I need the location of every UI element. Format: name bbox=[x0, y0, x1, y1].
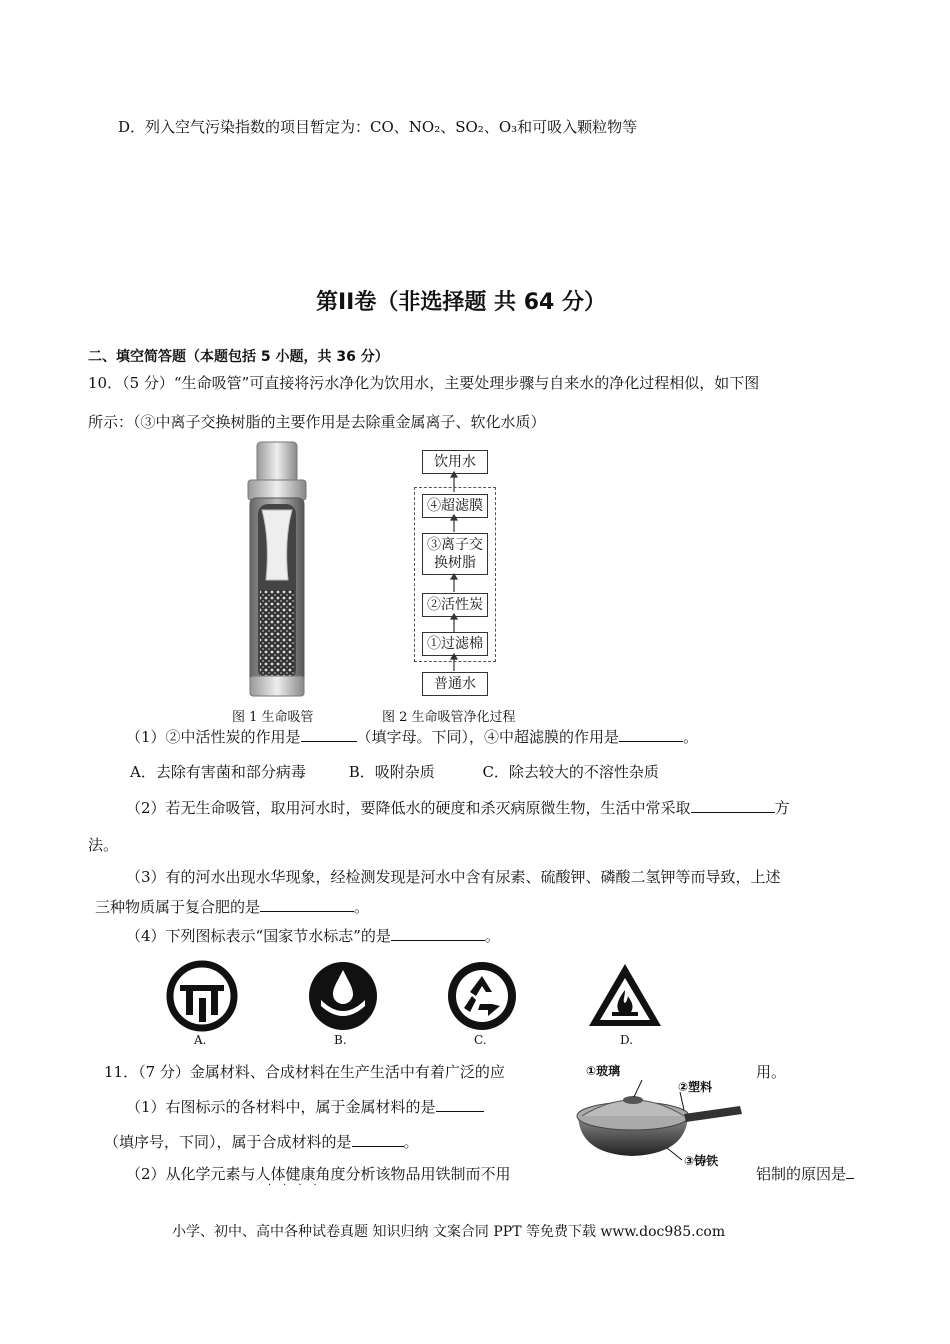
q10-line1: 10．（5 分）“生命吸管”可直接将污水净化为饮用水，主要处理步骤与自来水的净化过程相似，如下图 bbox=[88, 374, 760, 392]
q10-sub3-line2 bbox=[95, 896, 369, 917]
q10-sub2-text-b: 方 bbox=[774, 799, 790, 817]
q11-sub2-blank[interactable] bbox=[846, 1164, 854, 1179]
q10-sub3-text-b: 。 bbox=[354, 898, 370, 916]
pan-label-glass: ①玻璃 bbox=[586, 1064, 621, 1078]
q11-line1b: 用。 bbox=[756, 1063, 787, 1081]
q10-sub3-text-a: 三种物质属于复合肥的是 bbox=[95, 898, 261, 916]
icon-c-recycle bbox=[446, 960, 518, 1032]
q10-sub1 bbox=[126, 726, 698, 747]
q11-sub1-blank2[interactable] bbox=[352, 1132, 404, 1147]
q10-sub1-text-c: 。 bbox=[683, 728, 699, 746]
flow-ordinary-water: 普通水 bbox=[422, 672, 488, 696]
icon-a-symbol bbox=[166, 960, 238, 1032]
q10-options: A．去除有害菌和部分病毒 B．吸附杂质 C．除去较大的不溶性杂质 bbox=[130, 763, 659, 781]
flow-step3-line2: 换树脂 bbox=[434, 555, 476, 571]
q11-line1a: 11．（7 分）金属材料、合成材料在生产生活中有着广泛的应 bbox=[104, 1063, 505, 1081]
flow-step4: ④超滤膜 bbox=[422, 494, 488, 518]
pan-label-cast-iron: ③铸铁 bbox=[684, 1154, 719, 1168]
q11-sub2-b bbox=[756, 1163, 854, 1184]
q10-sub3-line1: （3）有的河水出现水华现象，经检测发现是河水中含有尿素、硫酸钾、磷酸二氢钾等而导致，上述 bbox=[126, 868, 781, 886]
icon-label-d: D. bbox=[620, 1033, 634, 1047]
fig2-caption: 图 2 生命吸管净化过程 bbox=[382, 710, 516, 725]
q10-line2: 所示：（③中离子交换树脂的主要作用是去除重金属离子、软化水质） bbox=[88, 413, 546, 431]
q10-sub1-text-b: （填字母。下同），④中超滤膜的作用是 bbox=[356, 728, 620, 746]
fig1-caption: 图 1 生命吸管 bbox=[232, 710, 314, 725]
q9-option-d: D．列入空气污染指数的项目暂定为：CO、NO₂、SO₂、O₃和可吸入颗粒物等 bbox=[118, 118, 638, 136]
q10-sub4-text-b: 。 bbox=[484, 927, 500, 945]
flow-step2: ②活性炭 bbox=[422, 593, 488, 617]
q11-sub1-text-c: 。 bbox=[403, 1133, 419, 1151]
q11-sub1-text-b: （填序号，下同），属于合成材料的是 bbox=[104, 1133, 352, 1151]
q10-sub2-text-a: （2）若无生命吸管，取用河水时，要降低水的硬度和杀灭病原微生物，生活中常采取 bbox=[126, 799, 691, 817]
q11-sub1-line2 bbox=[104, 1131, 419, 1152]
pan-label-plastic: ②塑料 bbox=[678, 1080, 713, 1094]
icon-label-c: C. bbox=[474, 1033, 487, 1047]
q10-sub4-blank[interactable] bbox=[391, 926, 485, 941]
q11-sub1-blank1[interactable] bbox=[436, 1097, 484, 1112]
q11-sub2-a: （2）从化学元素与人体健康角度分析该物品用铁制而不用 bbox=[126, 1165, 511, 1183]
icon-d-flammable-warning bbox=[586, 960, 664, 1030]
section2-heading: 二、填空简答题（本题包括 5 小题，共 36 分） bbox=[88, 349, 389, 365]
part2-title: 第II卷（非选择题 共 64 分） bbox=[316, 290, 606, 315]
q10-sub2-blank[interactable] bbox=[691, 798, 775, 813]
q11-sub1-text: （1）右图标示的各材料中，属于金属材料的是 bbox=[126, 1098, 436, 1116]
flow-drinking-water: 饮用水 bbox=[422, 450, 488, 474]
q11-sub1-line1 bbox=[126, 1096, 484, 1117]
q10-sub4 bbox=[126, 925, 500, 946]
q10-sub2 bbox=[126, 797, 790, 818]
icon-label-a: A. bbox=[194, 1033, 207, 1047]
q10-sub1-blank2[interactable] bbox=[619, 727, 683, 742]
q10-sub4-text-a: （4）下列图标表示“国家节水标志”的是 bbox=[126, 927, 391, 945]
flow-step1: ①过滤棉 bbox=[422, 632, 488, 656]
q10-sub2-cont: 法。 bbox=[88, 836, 119, 854]
q10-sub1-blank1[interactable] bbox=[301, 727, 357, 742]
emphasis-dots: ···· bbox=[268, 1180, 329, 1191]
q11-sub2-text-b: 铝制的原因是 bbox=[756, 1165, 847, 1183]
footer-text: 小学、初中、高中各种试卷真题 知识归纳 文案合同 PPT 等免费下载 www.doc985.com bbox=[172, 1224, 726, 1240]
life-straw-image bbox=[240, 440, 315, 702]
q10-sub3-blank[interactable] bbox=[260, 897, 354, 912]
q10-sub1-text-a: （1）②中活性炭的作用是 bbox=[126, 728, 301, 746]
flow-arrows bbox=[448, 470, 460, 675]
icon-label-b: B. bbox=[334, 1033, 347, 1047]
icon-b-water-saving bbox=[307, 960, 379, 1032]
flow-step3-line1: ③离子交 bbox=[427, 537, 483, 553]
